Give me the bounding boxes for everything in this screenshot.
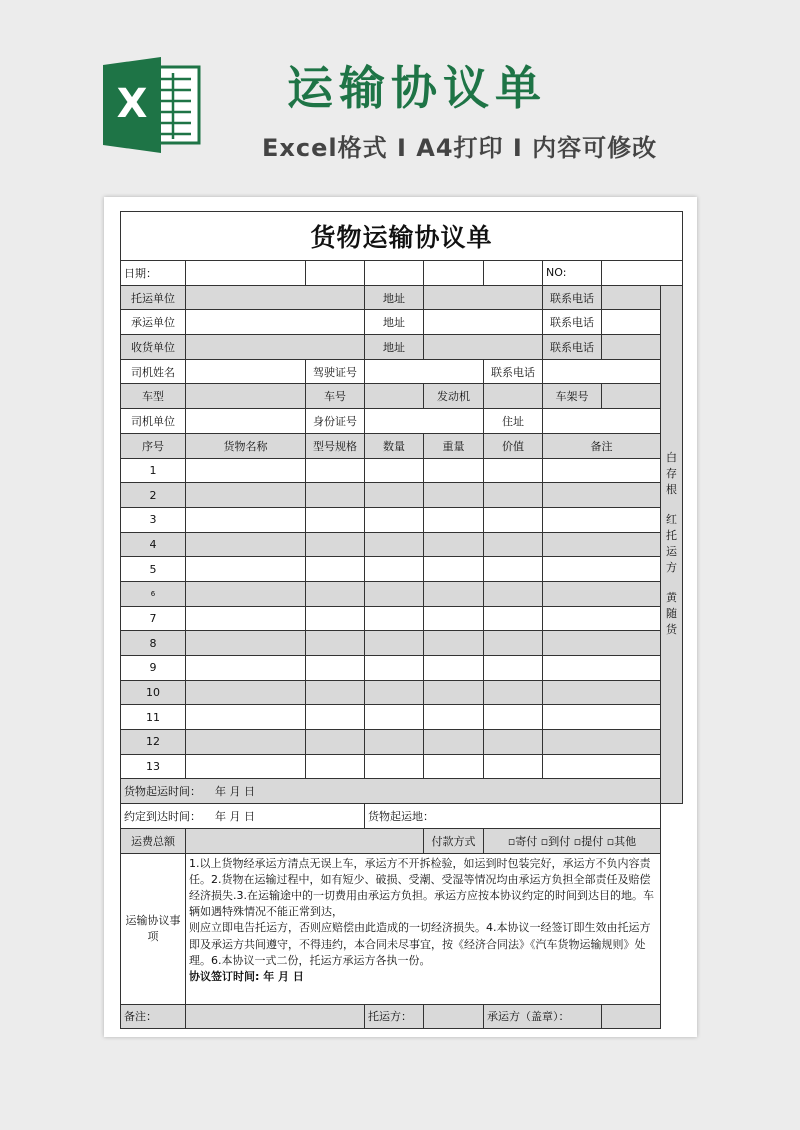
cell[interactable] bbox=[424, 507, 484, 532]
col-header-remark: 备注 bbox=[543, 433, 661, 458]
date-label: 日期： bbox=[121, 261, 186, 286]
table-row bbox=[121, 705, 683, 730]
table-row bbox=[121, 656, 683, 681]
cell[interactable] bbox=[543, 606, 661, 631]
row-seq: 10 bbox=[121, 680, 186, 705]
cell[interactable] bbox=[186, 507, 306, 532]
banner-title: 运输协议单 bbox=[287, 61, 547, 115]
row-seq: 4 bbox=[121, 532, 186, 557]
freight-total-value[interactable] bbox=[186, 828, 424, 853]
cell[interactable] bbox=[543, 631, 661, 656]
receiver-label: 收货单位 bbox=[121, 335, 186, 360]
cell[interactable] bbox=[306, 532, 365, 557]
terms-content bbox=[186, 853, 661, 1004]
row-seq: 1 bbox=[121, 458, 186, 483]
cell[interactable] bbox=[306, 507, 365, 532]
consignor-sign-value[interactable] bbox=[424, 1004, 484, 1029]
table-row bbox=[121, 507, 683, 532]
cell[interactable] bbox=[365, 483, 424, 508]
cell[interactable] bbox=[424, 483, 484, 508]
cell[interactable] bbox=[484, 507, 543, 532]
cell[interactable] bbox=[543, 532, 661, 557]
cell[interactable] bbox=[543, 458, 661, 483]
frame-no-label: 车架号 bbox=[543, 384, 602, 409]
cell[interactable] bbox=[424, 656, 484, 681]
cell[interactable] bbox=[306, 557, 365, 582]
driver-unit-value[interactable] bbox=[186, 409, 306, 434]
cell[interactable] bbox=[543, 557, 661, 582]
residence-value[interactable] bbox=[543, 409, 661, 434]
freight-total-label: 运费总额 bbox=[121, 828, 186, 853]
no-value-cell[interactable] bbox=[602, 261, 683, 286]
side-copy-yellow: 黄随货 bbox=[666, 591, 677, 637]
cell[interactable] bbox=[424, 730, 484, 755]
cell[interactable] bbox=[306, 656, 365, 681]
consignor-phone-label: 联系电话 bbox=[543, 285, 602, 310]
col-header-quantity: 数量 bbox=[365, 433, 424, 458]
cell[interactable] bbox=[365, 507, 424, 532]
cell[interactable] bbox=[365, 656, 424, 681]
row-seq: 9 bbox=[121, 656, 186, 681]
cell[interactable] bbox=[365, 532, 424, 557]
arrive-time-cell[interactable] bbox=[121, 804, 365, 829]
table-row bbox=[121, 606, 683, 631]
cell[interactable] bbox=[186, 705, 306, 730]
cell[interactable] bbox=[484, 705, 543, 730]
frame-no-value[interactable] bbox=[602, 384, 661, 409]
cell[interactable] bbox=[424, 680, 484, 705]
table-row bbox=[121, 458, 683, 483]
ship-time-ymd: 年 月 日 bbox=[215, 785, 255, 799]
table-row bbox=[121, 680, 683, 705]
cell[interactable] bbox=[484, 557, 543, 582]
receiver-address-label: 地址 bbox=[365, 335, 424, 360]
cell[interactable] bbox=[306, 705, 365, 730]
cell[interactable] bbox=[306, 680, 365, 705]
cell[interactable] bbox=[543, 483, 661, 508]
driver-phone-label: 联系电话 bbox=[484, 359, 543, 384]
row-seq: 11 bbox=[121, 705, 186, 730]
ship-time-label: 货物起运时间： bbox=[124, 785, 201, 799]
excel-logo-icon bbox=[103, 57, 203, 153]
carrier-sign-label: 承运方（盖章）： bbox=[484, 1004, 602, 1029]
col-header-goods-name: 货物名称 bbox=[186, 433, 306, 458]
cell[interactable] bbox=[306, 581, 365, 606]
consignor-value[interactable] bbox=[186, 285, 365, 310]
table-row bbox=[121, 754, 683, 779]
engine-value[interactable] bbox=[484, 384, 543, 409]
consignor-address-value[interactable] bbox=[424, 285, 543, 310]
cell[interactable] bbox=[543, 680, 661, 705]
receiver-phone-label: 联系电话 bbox=[543, 335, 602, 360]
row-seq: 5 bbox=[121, 557, 186, 582]
cell[interactable] bbox=[186, 754, 306, 779]
cell[interactable] bbox=[484, 483, 543, 508]
cell[interactable] bbox=[186, 680, 306, 705]
cell[interactable] bbox=[365, 581, 424, 606]
cell[interactable] bbox=[484, 581, 543, 606]
no-label: NO: bbox=[543, 261, 602, 286]
receiver-phone-value[interactable] bbox=[602, 335, 661, 360]
car-type-label: 车型 bbox=[121, 384, 186, 409]
date-cell-4[interactable] bbox=[424, 261, 484, 286]
consignor-sign-label: 托运方： bbox=[365, 1004, 424, 1029]
cell[interactable] bbox=[484, 680, 543, 705]
arrive-time-label: 约定到达时间： bbox=[124, 809, 201, 823]
driver-unit-label: 司机单位 bbox=[121, 409, 186, 434]
engine-label: 发动机 bbox=[424, 384, 484, 409]
cell[interactable] bbox=[365, 730, 424, 755]
driver-name-label: 司机姓名 bbox=[121, 359, 186, 384]
cell[interactable] bbox=[306, 458, 365, 483]
cell[interactable] bbox=[484, 631, 543, 656]
table-row bbox=[121, 483, 683, 508]
cell[interactable] bbox=[365, 458, 424, 483]
carrier-value[interactable] bbox=[186, 310, 365, 335]
cell[interactable] bbox=[543, 754, 661, 779]
cell[interactable] bbox=[365, 606, 424, 631]
car-no-value[interactable] bbox=[365, 384, 424, 409]
carrier-sign-value[interactable] bbox=[602, 1004, 661, 1029]
cell[interactable] bbox=[543, 656, 661, 681]
side-copy-red: 红托运方 bbox=[666, 513, 677, 575]
copy-distribution-column bbox=[661, 285, 683, 803]
cell[interactable] bbox=[306, 606, 365, 631]
ship-time-row[interactable] bbox=[121, 779, 661, 804]
row-seq: 3 bbox=[121, 507, 186, 532]
cell[interactable] bbox=[484, 458, 543, 483]
cell[interactable] bbox=[186, 606, 306, 631]
id-no-label: 身份证号 bbox=[306, 409, 365, 434]
ship-place-label: 货物起运地： bbox=[368, 809, 434, 823]
table-row bbox=[121, 631, 683, 656]
cell[interactable] bbox=[424, 557, 484, 582]
driver-name-value[interactable] bbox=[186, 359, 306, 384]
row-seq: 7 bbox=[121, 606, 186, 631]
cell[interactable] bbox=[186, 631, 306, 656]
remark-label: 备注： bbox=[121, 1004, 186, 1029]
cell[interactable] bbox=[543, 581, 661, 606]
driver-phone-value[interactable] bbox=[543, 359, 661, 384]
col-header-value: 价值 bbox=[484, 433, 543, 458]
residence-label: 住址 bbox=[484, 409, 543, 434]
license-no-label: 驾驶证号 bbox=[306, 359, 365, 384]
col-header-seq: 序号 bbox=[121, 433, 186, 458]
receiver-address-value[interactable] bbox=[424, 335, 543, 360]
cell[interactable] bbox=[424, 705, 484, 730]
payment-method-label: 付款方式 bbox=[424, 828, 484, 853]
car-no-label: 车号 bbox=[306, 384, 365, 409]
cell[interactable] bbox=[484, 606, 543, 631]
cell[interactable] bbox=[484, 532, 543, 557]
payment-options[interactable]: ▫寄付 ▫到付 ▫提付 ▫其他 bbox=[484, 828, 661, 853]
consignor-address-label: 地址 bbox=[365, 285, 424, 310]
svg-text:X: X bbox=[116, 81, 148, 127]
cell[interactable] bbox=[365, 557, 424, 582]
cell[interactable] bbox=[365, 680, 424, 705]
cell[interactable] bbox=[186, 557, 306, 582]
cell[interactable] bbox=[543, 507, 661, 532]
cell[interactable] bbox=[306, 631, 365, 656]
cell[interactable] bbox=[424, 532, 484, 557]
cell[interactable] bbox=[484, 754, 543, 779]
row-seq: 8 bbox=[121, 631, 186, 656]
consignor-label: 托运单位 bbox=[121, 285, 186, 310]
table-row bbox=[121, 730, 683, 755]
cell[interactable] bbox=[484, 656, 543, 681]
carrier-address-value[interactable] bbox=[424, 310, 543, 335]
table-row bbox=[121, 557, 683, 582]
cell[interactable] bbox=[306, 483, 365, 508]
cell[interactable] bbox=[424, 458, 484, 483]
row-seq: 13 bbox=[121, 754, 186, 779]
cell[interactable] bbox=[186, 483, 306, 508]
carrier-label: 承运单位 bbox=[121, 310, 186, 335]
cell[interactable] bbox=[186, 581, 306, 606]
cell[interactable] bbox=[424, 606, 484, 631]
license-no-value[interactable] bbox=[365, 359, 484, 384]
remark-value[interactable] bbox=[186, 1004, 365, 1029]
banner-subtitle: Excel格式 I A4打印 I 内容可修改 bbox=[262, 134, 658, 162]
carrier-phone-value[interactable] bbox=[602, 310, 661, 335]
cell[interactable] bbox=[186, 656, 306, 681]
form-heading: 货物运输协议单 bbox=[121, 212, 683, 261]
arrive-time-ymd: 年 月 日 bbox=[215, 809, 255, 823]
date-cell-3[interactable] bbox=[365, 261, 424, 286]
cell[interactable] bbox=[365, 705, 424, 730]
cell[interactable] bbox=[484, 730, 543, 755]
date-cell-5[interactable] bbox=[484, 261, 543, 286]
col-header-model: 型号规格 bbox=[306, 433, 365, 458]
terms-paragraph-1: 1.以上货物经承运方清点无误上车，承运方不开拆检验，如运到时包装完好，承运方不负内容责任。2.货物在运输过程中，如有短少、破损、受潮、受湿等情况均由承运方负担全部责任及赔偿经济损失.3.在运输途中的一切费用由承运方负担。承运方应按本协议约定的时间到达目的地。车辆如遇特殊情况不能正常到达， bbox=[189, 856, 654, 919]
cell[interactable] bbox=[365, 754, 424, 779]
terms-paragraph-2: 则应立即电告托运方，否则应赔偿由此造成的一切经济损失。4.本协议一经签订即生效由托运方即及承运方共间遵守，不得违约，本合同未尽事宜，按《经济合同法》《汽车货物运输规则》处理。6.本协议一式二份，托运方承运方各执一份。 bbox=[189, 921, 651, 967]
ship-place-cell[interactable] bbox=[365, 804, 661, 829]
table-row bbox=[121, 532, 683, 557]
cell[interactable] bbox=[424, 754, 484, 779]
cell[interactable] bbox=[186, 730, 306, 755]
side-copy-white: 白存根 bbox=[666, 451, 677, 497]
cell[interactable] bbox=[424, 581, 484, 606]
carrier-phone-label: 联系电话 bbox=[543, 310, 602, 335]
cell[interactable] bbox=[424, 631, 484, 656]
row-seq: 2 bbox=[121, 483, 186, 508]
car-type-value[interactable] bbox=[186, 384, 306, 409]
cell[interactable] bbox=[186, 532, 306, 557]
cell[interactable] bbox=[365, 631, 424, 656]
terms-label: 运输协议事项 bbox=[121, 853, 186, 1004]
receiver-value[interactable] bbox=[186, 335, 365, 360]
row-seq: 6 bbox=[121, 581, 186, 606]
date-cell-1[interactable] bbox=[186, 261, 306, 286]
date-cell-2[interactable] bbox=[306, 261, 365, 286]
transport-agreement-form bbox=[120, 211, 682, 1029]
cell[interactable] bbox=[543, 730, 661, 755]
row-seq: 12 bbox=[121, 730, 186, 755]
sign-time: 协议签订时间: 年 月 日 bbox=[189, 969, 304, 983]
cell[interactable] bbox=[306, 730, 365, 755]
col-header-weight: 重量 bbox=[424, 433, 484, 458]
consignor-phone-value[interactable] bbox=[602, 285, 661, 310]
carrier-address-label: 地址 bbox=[365, 310, 424, 335]
cell[interactable] bbox=[186, 458, 306, 483]
cell[interactable] bbox=[306, 754, 365, 779]
table-row bbox=[121, 581, 683, 606]
cell[interactable] bbox=[543, 705, 661, 730]
id-no-value[interactable] bbox=[365, 409, 484, 434]
